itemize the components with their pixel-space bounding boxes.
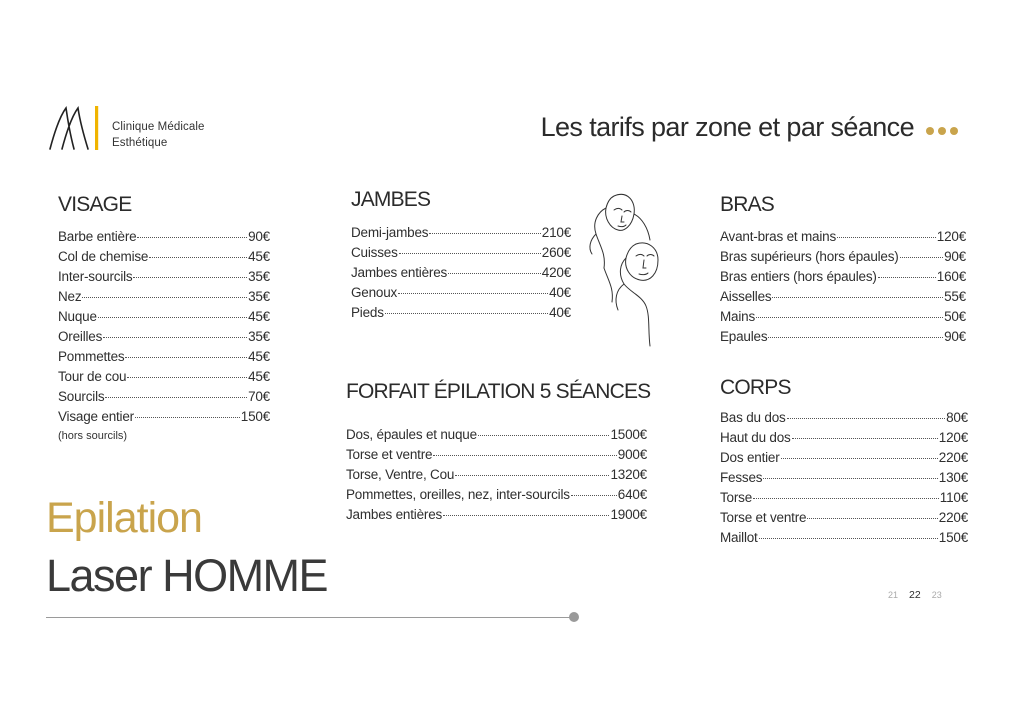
item-name: Fesses [720,470,763,485]
item-price: 130€ [938,470,968,485]
page-current: 22 [909,589,921,601]
item-name: Pommettes [58,349,125,364]
item-name: Dos entier [720,450,780,465]
list-item [720,430,968,450]
item-name: Torse et ventre [720,510,807,525]
section-title-visage: VISAGE [58,193,132,216]
price-list-jambes [351,225,571,325]
hero-title-laser-homme: Laser HOMME [46,550,328,601]
price-list-visage [58,229,270,429]
dot-leader [900,257,943,258]
item-price: 150€ [938,530,968,545]
item-name: Pieds [351,305,384,320]
list-item [351,265,571,285]
item-price: 80€ [946,410,968,425]
item-price: 90€ [248,229,270,244]
item-name: Torse, Ventre, Cou [346,467,455,482]
section-title-bras: BRAS [720,193,774,216]
dot-leader [127,377,247,378]
dot-leader [753,498,939,499]
dot-leader [787,418,946,419]
list-item [346,427,647,447]
item-price: 55€ [944,289,966,304]
item-price: 50€ [944,309,966,324]
item-price: 45€ [248,349,270,364]
item-price: 45€ [248,249,270,264]
item-price: 640€ [617,487,647,502]
list-item [346,507,647,527]
dot-leader [433,455,616,456]
dot-leader [756,317,943,318]
price-list-corps [720,410,968,550]
item-name: Demi-jambes [351,225,429,240]
price-list-forfait [346,427,647,527]
list-item [58,249,270,269]
item-price: 90€ [944,249,966,264]
list-item [346,487,647,507]
list-item [720,510,968,530]
item-name: Dos, épaules et nuque [346,427,477,442]
item-name: Haut du dos [720,430,791,445]
item-name: Pommettes, oreilles, nez, inter-sourcils [346,487,570,502]
item-name: Epaules [720,329,768,344]
section-title-forfait: FORFAIT ÉPILATION 5 SÉANCES [346,380,651,403]
dot-leader [429,233,540,234]
item-price: 35€ [248,329,270,344]
dot-leader [759,538,938,539]
item-price: 220€ [938,450,968,465]
page-title: Les tarifs par zone et par séance [540,112,914,142]
list-item [720,309,966,329]
item-name: Jambes entières [351,265,448,280]
page-link-prev[interactable]: 21 [888,590,899,600]
dot-leader [125,357,247,358]
item-name: Nuque [58,309,97,324]
item-price: 1500€ [610,427,647,442]
item-name: Genoux [351,285,398,300]
list-item [720,289,966,309]
list-item [720,490,968,510]
list-item [351,285,571,305]
clinic-logo-m-icon [48,104,100,152]
dot-leader [448,273,541,274]
dot-leader [385,313,548,314]
dot-leader [398,293,548,294]
line-art-faces-icon [584,188,662,350]
item-price: 1900€ [610,507,647,522]
item-name: Col de chemise [58,249,149,264]
item-name: Oreilles [58,329,103,344]
list-item [58,369,270,389]
item-name: Aisselles [720,289,772,304]
item-name: Bras supérieurs (hors épaules) [720,249,899,264]
page-link-next[interactable]: 23 [931,590,942,600]
item-price: 150€ [240,409,270,424]
clinic-name-line1: Clinique Médicale [112,121,205,133]
item-price: 45€ [248,369,270,384]
item-price: 35€ [248,289,270,304]
item-price: 210€ [541,225,571,240]
dot-leader [772,297,943,298]
section-title-jambes: JAMBES [351,188,431,211]
list-item [720,450,968,470]
dot-leader [807,518,937,519]
dot-leader [82,297,247,298]
item-price: 160€ [936,269,966,284]
item-price: 1320€ [610,467,647,482]
item-price: 40€ [549,285,571,300]
page-pager [888,589,953,601]
item-price: 220€ [938,510,968,525]
dot-leader [781,458,938,459]
item-name: Sourcils [58,389,105,404]
item-price: 120€ [938,430,968,445]
item-name: Maillot [720,530,758,545]
dot-leader [792,438,938,439]
item-price: 420€ [541,265,571,280]
item-name: Bas du dos [720,410,786,425]
list-item [720,329,966,349]
item-price: 90€ [944,329,966,344]
item-price: 40€ [549,305,571,320]
list-item [720,249,966,269]
item-name: Cuisses [351,245,398,260]
item-price: 120€ [936,229,966,244]
dot-leader [763,478,937,479]
dot-leader [878,277,936,278]
item-price: 900€ [617,447,647,462]
item-name: Torse [720,490,753,505]
list-item [346,467,647,487]
item-name: Nez [58,289,82,304]
item-name: Torse et ventre [346,447,433,462]
list-item [58,409,270,429]
item-name: Bras entiers (hors épaules) [720,269,877,284]
dot-leader [98,317,247,318]
list-item [351,225,571,245]
price-list-bras [720,229,966,349]
dot-leader [103,337,247,338]
hero-title-epilation: Epilation [46,494,202,542]
list-item [351,245,571,265]
ellipsis-dots-icon [925,126,961,136]
dot-leader [137,237,247,238]
visage-note: (hors sourcils) [58,430,128,442]
list-item [720,470,968,490]
item-name: Tour de cou [58,369,127,384]
list-item [58,289,270,309]
list-item [351,305,571,325]
list-item [58,309,270,329]
clinic-name-line2: Esthétique [112,137,168,149]
list-item [58,269,270,289]
list-item [720,229,966,249]
item-name: Inter-sourcils [58,269,133,284]
dot-leader [105,397,247,398]
dot-leader [133,277,247,278]
item-name: Avant-bras et mains [720,229,837,244]
list-item [58,389,270,409]
dot-leader [443,515,609,516]
list-item [58,349,270,369]
dot-leader [399,253,541,254]
list-item [720,269,966,289]
list-item [58,329,270,349]
list-item [58,229,270,249]
list-item [346,447,647,467]
dot-leader [455,475,609,476]
item-price: 35€ [248,269,270,284]
item-price: 70€ [248,389,270,404]
section-title-corps: CORPS [720,376,791,399]
list-item [720,530,968,550]
clinic-name [112,119,204,151]
item-name: Barbe entière [58,229,137,244]
item-name: Mains [720,309,756,324]
dot-leader [571,495,617,496]
divider-dot [569,612,579,622]
divider-line [46,617,572,618]
item-price: 260€ [541,245,571,260]
item-name: Visage entier [58,409,134,424]
dot-leader [478,435,610,436]
list-item [720,410,968,430]
item-price: 45€ [248,309,270,324]
dot-leader [768,337,943,338]
item-name: Jambes entières [346,507,443,522]
dot-leader [149,257,247,258]
dot-leader [837,237,936,238]
dot-leader [135,417,240,418]
item-price: 110€ [939,490,968,505]
